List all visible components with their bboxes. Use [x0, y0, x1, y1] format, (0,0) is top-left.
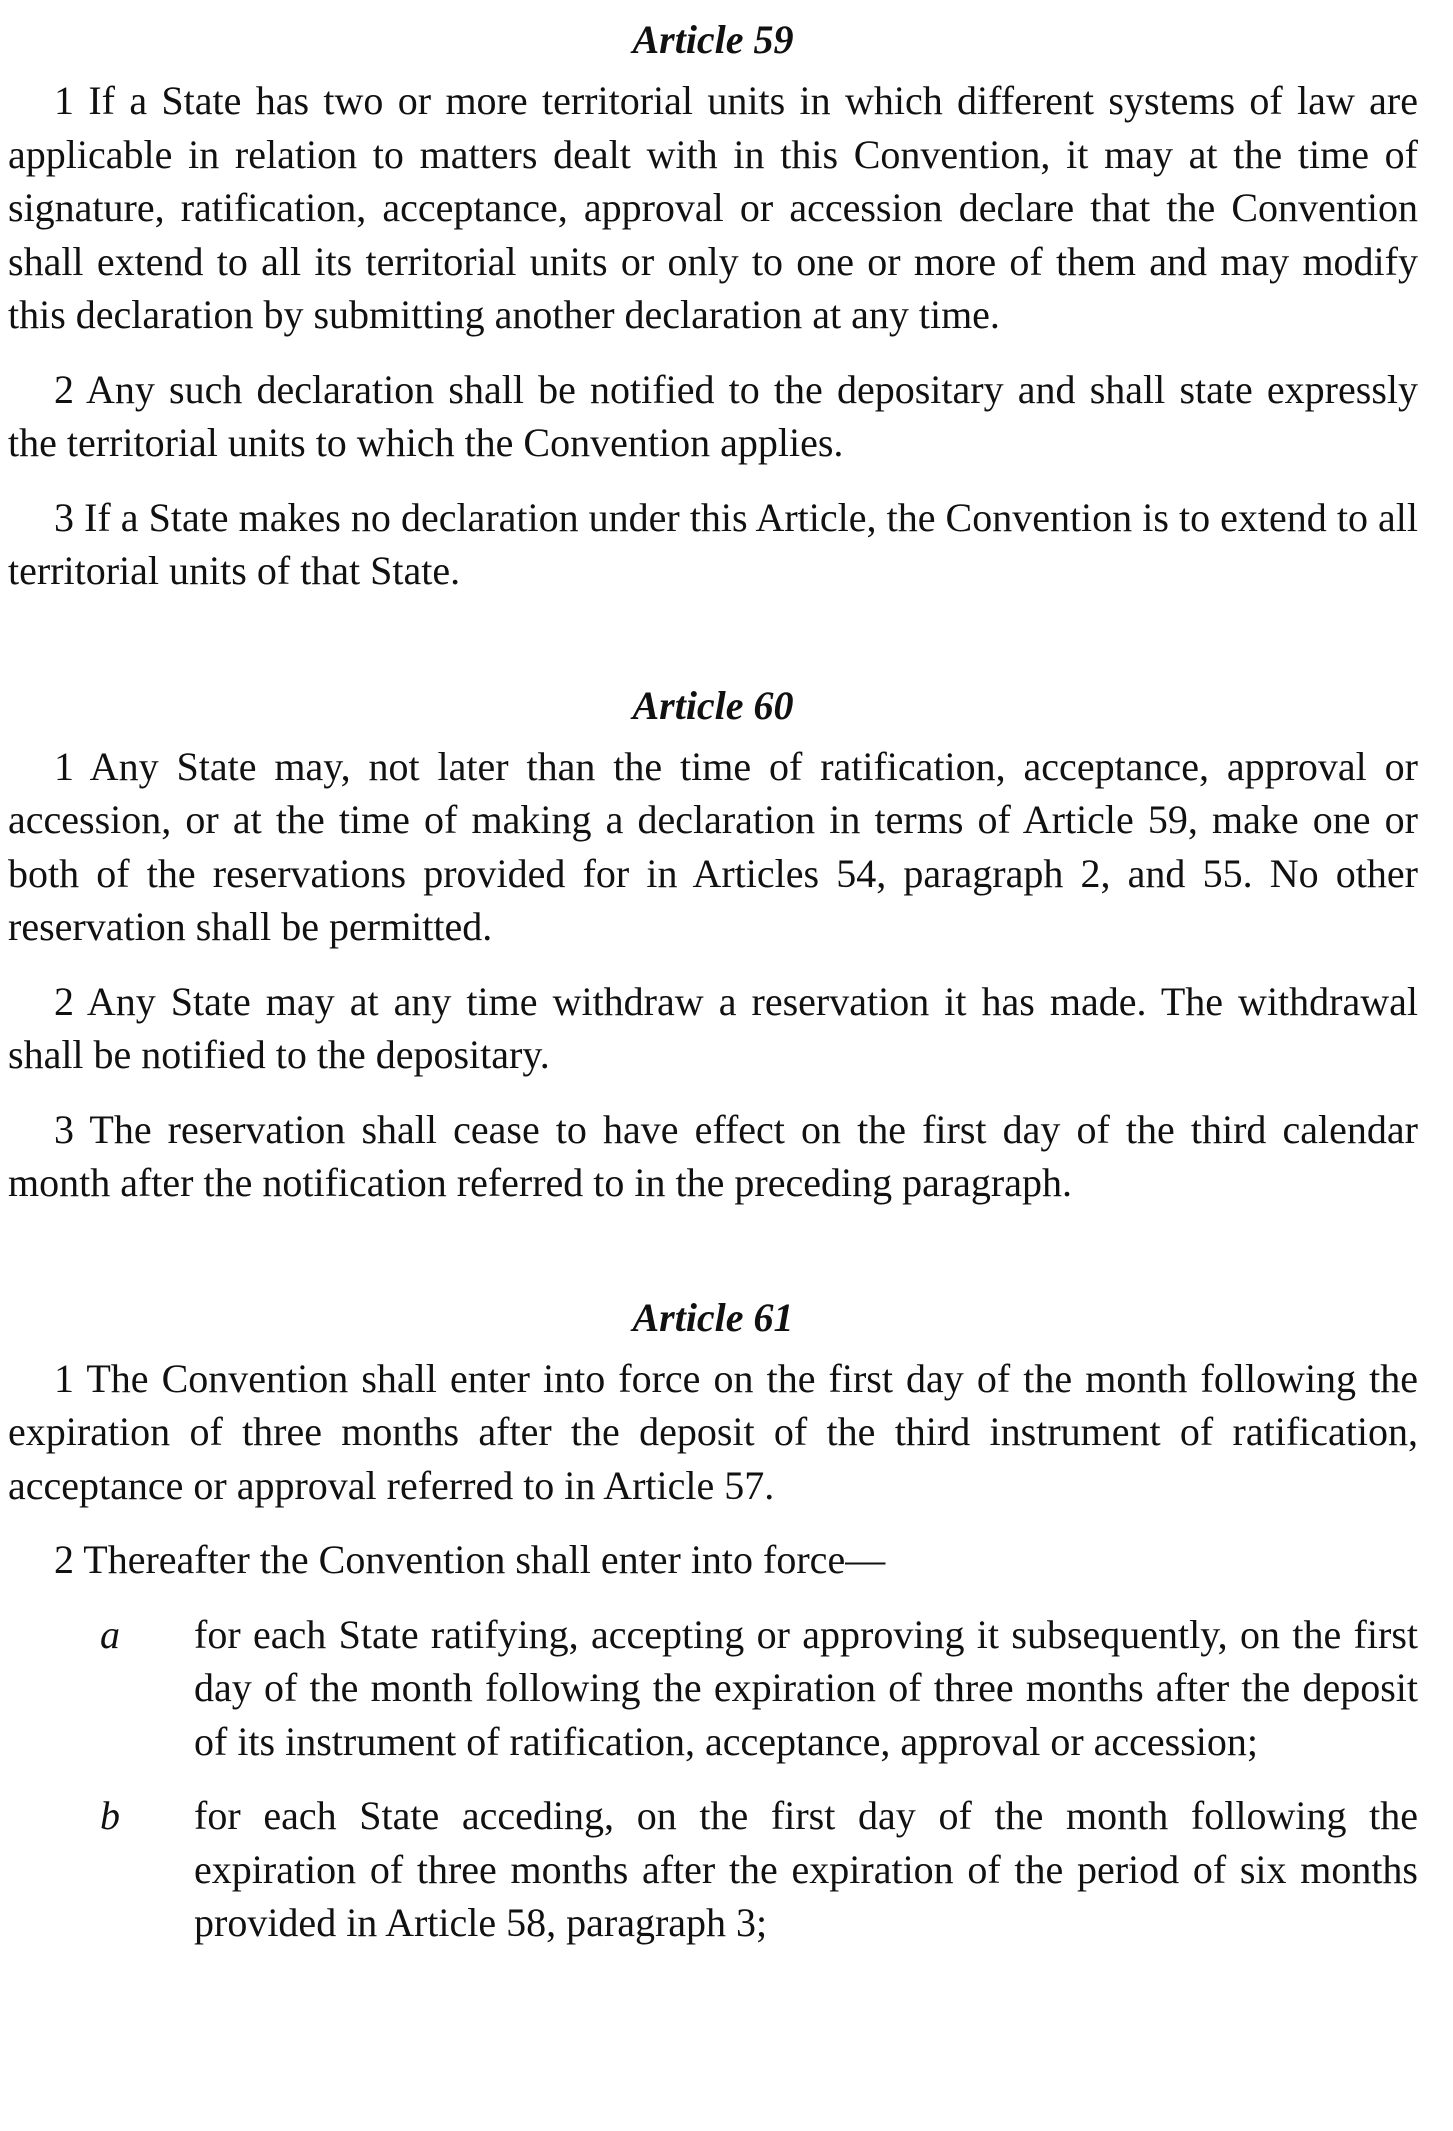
document-page [8, 14, 1418, 1971]
paragraph: 2 Thereafter the Convention shall enter into force— [54, 1537, 886, 1582]
article-heading: Article 59 [632, 17, 794, 62]
paragraph: 1 The Convention shall enter into force on the first day of the month following the expiration of three months after the deposit of the third instrument of ratification, acceptance or approval referred to in Article 57. [8, 1355, 1418, 1508]
sub-item-letter: b [100, 1793, 120, 1838]
article-61 [8, 1292, 1418, 1950]
paragraph: 3 The reservation shall cease to have effect on the first day of the third calendar month after the notification referred to in the preceding paragraph. [8, 1106, 1418, 1205]
paragraph: 3 If a State makes no declaration under this Article, the Convention is to extend to all territorial units of that State. [8, 494, 1418, 593]
sub-item [8, 1608, 1418, 1769]
paragraph: 1 Any State may, not later than the time of ratification, acceptance, approval or accession, or at the time of making a declaration in terms of Article 59, make one or both of the reservations provided for in Articles 54, paragraph 2, and 55. No other reservation shall be permitted. [8, 743, 1418, 949]
sub-item [8, 1789, 1418, 1950]
sub-item-text: for each State acceding, on the first day of the month following the expiration of three months after the expiration of the period of six months provided in Article 58, paragraph 3; [194, 1793, 1418, 1945]
paragraph: 1 If a State has two or more territorial units in which different systems of law are applicable in relation to matters dealt with in this Convention, it may at the time of signature, ratification, acceptance, approval or accession declare that the Convention shall extend to all its territorial units or only to one or more of them and may modify this declaration by submitting another declaration at any time. [8, 78, 1418, 337]
article-heading: Article 61 [632, 1294, 794, 1340]
article-60 [8, 680, 1418, 1210]
article-59 [8, 14, 1418, 598]
paragraph: 2 Any such declaration shall be notified to the depositary and shall state expressly the territorial units to which the Convention applies. [8, 366, 1418, 465]
sub-item-text: for each State ratifying, accepting or approving it subsequently, on the first day of the month following the expiration of three months after the deposit of its instrument of ratification, acceptance, approval or accession; [194, 1611, 1418, 1764]
paragraph: 2 Any State may at any time withdraw a reservation it has made. The withdrawal shall be notified to the depositary. [8, 978, 1418, 1077]
article-heading: Article 60 [632, 682, 794, 728]
sub-item-letter: a [100, 1611, 120, 1657]
sub-item-list [8, 1608, 1418, 1950]
